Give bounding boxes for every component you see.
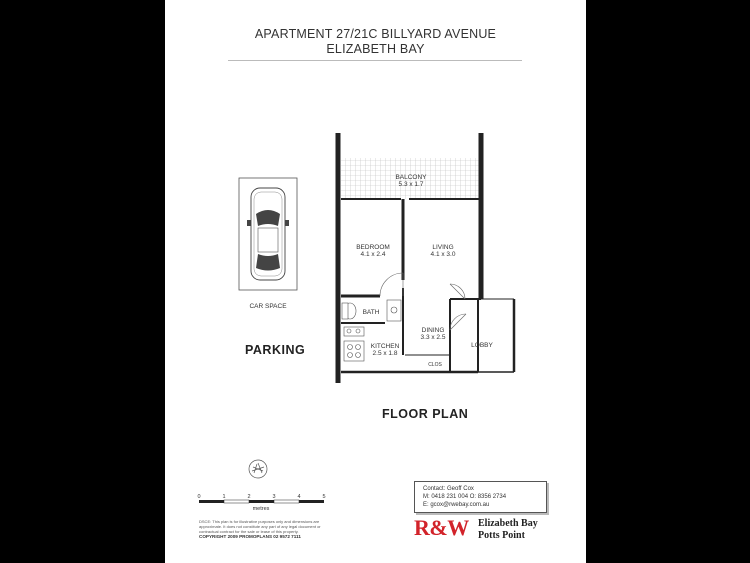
floor-plan-heading: FLOOR PLAN	[382, 407, 469, 421]
floor-plan-drawing	[165, 0, 586, 563]
balcony-dims: 5.3 x 1.7	[398, 181, 424, 188]
scale-tick: 0	[197, 494, 201, 500]
floor-plan-sheet	[165, 0, 586, 563]
scale-tick: 2	[247, 494, 251, 500]
scale-unit: metres	[252, 506, 270, 512]
contact-email: E: gcox@rwebay.com.au	[423, 502, 490, 508]
scale-tick: 1	[222, 494, 226, 500]
scale-tick: 4	[297, 494, 301, 500]
title-suburb: ELIZABETH BAY	[326, 42, 425, 56]
clos-label: CLOS	[428, 362, 442, 368]
living-dims: 4.1 x 3.0	[430, 251, 456, 258]
contact-phones: M: 0418 231 004 O: 8356 2734	[423, 494, 507, 500]
copyright-text: COPYRIGHT 2009 PROMOPLANS 02 9572 7111	[199, 534, 301, 539]
brand-logo: R&W	[414, 515, 469, 540]
car-icon	[247, 188, 289, 280]
parking-heading: PARKING	[245, 343, 306, 357]
lobby-label: LOBBY	[471, 342, 493, 349]
kitchen-dims: 2.5 x 1.8	[372, 350, 398, 357]
scale-bar	[197, 494, 325, 512]
office-name-line2: Potts Point	[478, 530, 525, 541]
disclaimer-text: DSCE: This plan is for illustrative purposes only and dimensions are approximate. It does not constitute any part of any legal document or contractual contract for the sale or lease of this property.	[199, 519, 321, 534]
dining-dims: 3.3 x 2.5	[420, 334, 446, 341]
bedroom-dims: 4.1 x 2.4	[360, 251, 386, 258]
living-label: LIVING	[432, 244, 454, 251]
scale-tick: 5	[322, 494, 326, 500]
bath-label: BATH	[362, 309, 380, 316]
contact-name: Contact: Geoff Cox	[423, 486, 474, 492]
car-space-label: CAR SPACE	[249, 303, 287, 310]
office-name-line1: Elizabeth Bay	[478, 518, 538, 529]
car-space	[239, 178, 297, 290]
north-arrow-icon	[249, 460, 267, 478]
kitchen-label: KITCHEN	[370, 343, 400, 350]
scale-tick: 3	[272, 494, 276, 500]
title-address: APARTMENT 27/21C BILLYARD AVENUE	[254, 27, 497, 41]
bedroom-label: BEDROOM	[356, 244, 390, 251]
balcony-label: BALCONY	[395, 174, 427, 181]
contact-box	[414, 481, 547, 513]
dining-label: DINING	[421, 327, 445, 334]
